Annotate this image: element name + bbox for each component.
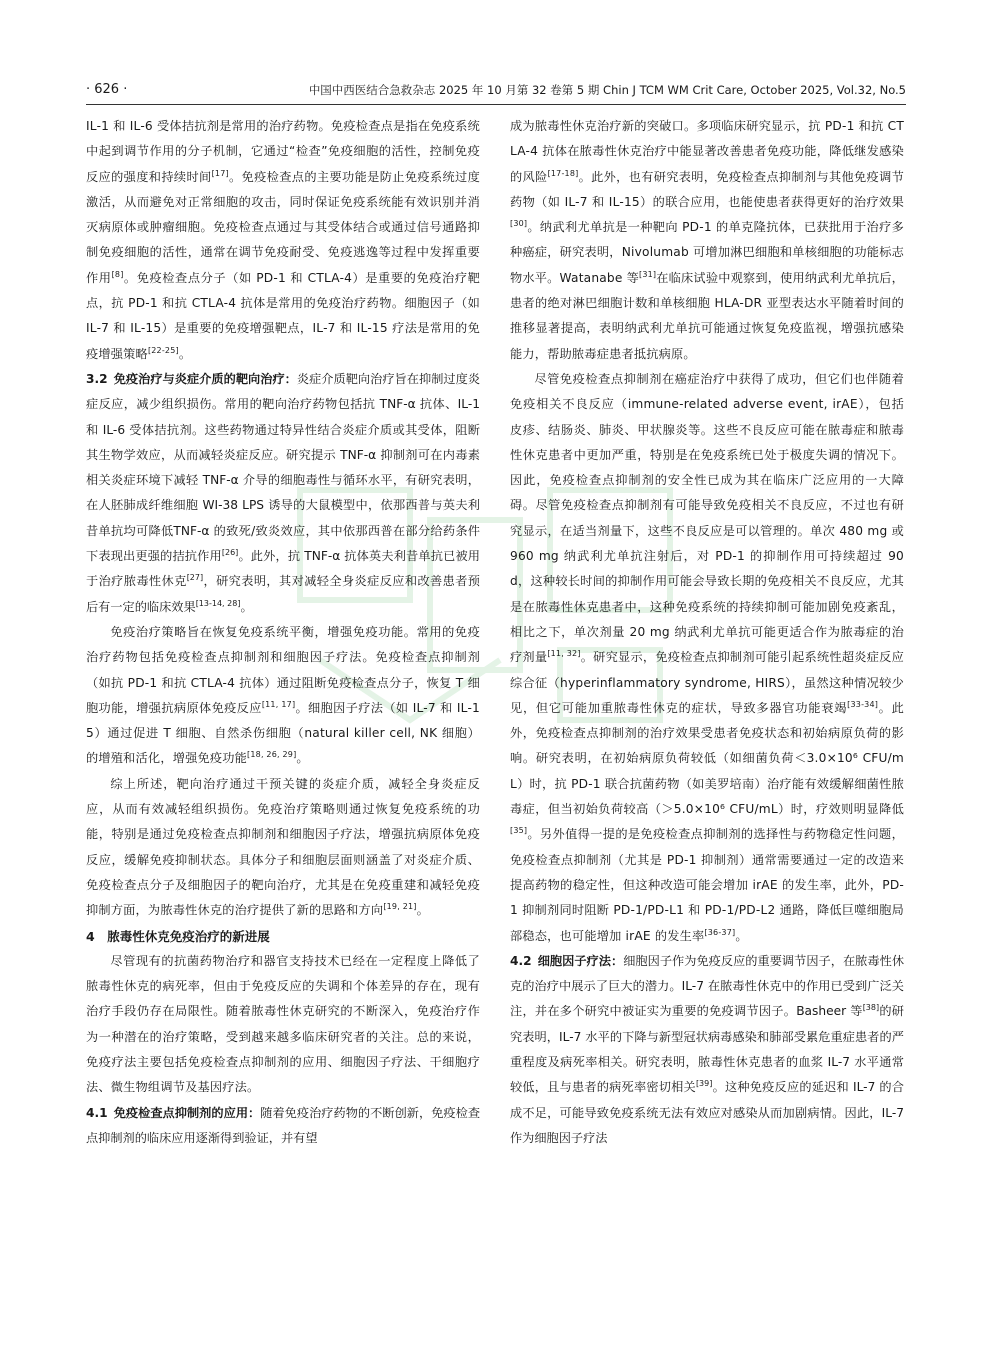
citation: [17] (211, 168, 229, 178)
citation: [8] (111, 269, 124, 279)
section-heading: 免疫检查点抑制剂的应用： (113, 1105, 261, 1120)
citation: [35] (510, 826, 528, 836)
header-rule (86, 104, 906, 105)
paragraph-immune-checkpoint-intro: IL-1 和 IL-6 受体拮抗剂是常用的治疗药物。免疫检查点是指在免疫系统中起到调节作用的分子机制，它通过“检查”免疫细胞的活性，控制免疫反应的强度和持续时间[17]。免疫检查点的主要功能是防止免疫系统过度激活，从而避免对正常细胞的攻击，同时保证免疫系统能有效识别并消灭病原体或肿瘤细胞。免疫检查点通过与其受体结合或通过信号通路抑制免疫细胞的活性，通常在调节免疫耐受、免疫逃逸等过程中发挥重要作用[8]。免疫检查点分子（如 PD-1 和 CTLA-4）是重要的免疫治疗靶点，抗 PD-1 和抗 CTLA-4 抗体是常用的免疫治疗药物。细胞因子（如 IL-7 和 IL-15）是重要的免疫增强靶点，IL-7 和 IL-15 疗法是常用的免疫增强策略[22-25]。 (86, 119, 480, 361)
citation: [17-18] (547, 168, 579, 178)
paragraph-section-4-intro: 尽管现有的抗菌药物治疗和器官支持技术已经在一定程度上降低了脓毒性休克的病死率，但由于免疫反应的失调和个体差异的存在，现有治疗手段仍存在局限性。随着脓毒性休克研究的不断深入，免疫治疗作为一种潜在的治疗策略，受到越来越多临床研究者的关注。总的来说，免疫疗法主要包括免疫检查点抑制剂的应用、细胞因子疗法、干细胞疗法、微生物组调节及基因疗法。 (86, 953, 480, 1095)
citation: [22-25] (147, 345, 179, 355)
paragraph-irae: 尽管免疫检查点抑制剂在癌症治疗中获得了成功，但它们也伴随着免疫相关不良反应（immune-related adverse event, irAE），包括皮疹、结肠炎、肺炎、甲状腺炎等。这些不良反应可能在脓毒症和脓毒性休克患者中更加严重，特别是在免疫系统已处于极度失调的情况下。因此，免疫检查点抑制剂的安全性已成为其在临床广泛应用的一大障碍。尽管免疫检查点抑制剂有可能导致免疫相关不良反应，不过也有研究显示，在适当剂量下，这些不良反应是可以管理的。单次 480 mg 或 960 mg 纳武利尤单抗注射后，对 PD-1 的抑制作用可持续超过 90 d，这种较长时间的抑制作用可能会导致长期的免疫相关不良反应，尤其是在脓毒性休克患者中，这种免疫系统的持续抑制可能加剧免疫紊乱，相比之下，单次剂量 20 mg 纳武利尤单抗可能更适合作为脓毒症的治疗剂量[11, 32]。研究显示，免疫检查点抑制剂可能引起系统性超炎症反应综合征（hyperinflammatory syndrome, HIRS），虽然这种情况较少见，但它可能加重脓毒性休克的症状，导致多器官功能衰竭[33-34]。此外，免疫检查点抑制剂的治疗效果受患者免疫状态和初始病原负荷的影响。研究表明，在初始病原负荷较低（如细菌负荷＜3.0×10⁶ CFU/mL）时，抗 PD-1 联合抗菌药物（如美罗培南）治疗能有效缓解细菌性脓毒症，但当初始负荷较高（＞5.0×10⁶ CFU/mL）时，疗效则明显降低[35]。另外值得一提的是免疫检查点抑制剂的选择性与药物稳定性问题，免疫检查点抑制剂（尤其是 PD-1 抑制剂）通常需要通过一定的改造来提高药物的稳定性，但这种改造可能会增加 irAE 的发生率，此外，PD-1 抑制剂同时阻断 PD-1/PD-L1 和 PD-1/PD-L2 通路，降低巨噬细胞局部稳态，也可能增加 irAE 的发生率[36-37]。 (510, 371, 904, 943)
page-number: · 626 · (86, 82, 128, 97)
running-header (86, 80, 906, 100)
left-column (86, 114, 480, 1334)
section-3-2: 3.2 免疫治疗与炎症介质的靶向治疗：炎症介质靶向治疗旨在抑制过度炎症反应，减少组织损伤。常用的靶向治疗药物包括抗 TNF-α 抗体、IL-1 和 IL-6 受体拮抗剂。这些药物通过特异性结合炎症介质或其受体，阻断其生物学效应，从而减轻炎症反应。研究提示 TNF-α 抑制剂可在内毒素相关炎症环境下减轻 TNF-α 介导的细胞毒性与循环水平，有研究表明，在人胚肺成纤维细胞 WI-38 LPS 诱导的大鼠模型中，依那西普与英夫利昔单抗均可降低TNF-α 的致死/致炎效应，其中依那西普在部分给药条件下表现出更强的拮抗作用[26]。此外，抗 TNF-α 抗体英夫利昔单抗已被用于治疗脓毒性休克[27]，研究表明，其对减轻全身炎症反应和改善患者预后有一定的临床效果[13-14, 28]。 (86, 371, 480, 614)
citation: [13-14, 28] (195, 598, 241, 608)
journal-citation: 中国中西医结合急救杂志 2025 年 10 月第 32 卷第 5 期 Chin J TCM WM Crit Care, October 2025, Vol.32, No.5 (308, 83, 906, 97)
section-number: 4.2 (510, 953, 532, 968)
citation: [11, 32] (547, 649, 581, 659)
section-number: 4.1 (86, 1105, 108, 1120)
right-column (510, 114, 904, 1334)
paragraph-immunotherapy-strategy: 免疫治疗策略旨在恢复免疫系统平衡，增强免疫功能。常用的免疫治疗药物包括免疫检查点抑制剂和细胞因子疗法。免疫检查点抑制剂（如抗 PD-1 和抗 CTLA-4 抗体）通过阻断免疫检查点分子，恢复 T 细胞功能，增强抗病原体免疫反应[11, 17]。细胞因子疗法（如 IL-7 和 IL-15）通过促进 T 细胞、自然杀伤细胞（natural killer cell, NK 细胞）的增殖和活化，增强免疫功能[18, 26, 29]。 (86, 624, 480, 766)
section-heading: 细胞因子疗法： (537, 953, 624, 968)
citation: [33-34] (847, 699, 879, 709)
section-4-heading: 4 脓毒性休克免疫治疗的新进展 (86, 928, 270, 944)
citation: [38] (862, 1003, 880, 1013)
citation: [18, 26, 29] (247, 750, 297, 760)
citation: [19, 21] (383, 902, 417, 912)
paragraph-nivolumab: 成为脓毒性休克治疗新的突破口。多项临床研究显示，抗 PD-1 和抗 CTLA-4 抗体在脓毒性休克治疗中能显著改善患者免疫功能，降低继发感染的风险[17-18]。此外，也有研究表明，免疫检查点抑制剂与其他免疫调节药物（如 IL-7 和 IL-15）的联合应用，也能使患者获得更好的治疗效果[30]。纳武利尤单抗是一种靶向 PD-1 的单克隆抗体，已获批用于治疗多种癌症，研究表明，Nivolumab 可增加淋巴细胞和单核细胞的功能标志物水平。Watanabe 等[31]在临床试验中观察到，使用纳武利尤单抗后，患者的绝对淋巴细胞计数和单核细胞 HLA-DR 亚型表达水平随着时间的推移显著提高，表明纳武利尤单抗可能通过恢复免疫监视，增强抗感染能力，帮助脓毒症患者抵抗病原。 (510, 119, 904, 361)
section-4-2: 4.2 细胞因子疗法：细胞因子作为免疫反应的重要调节因子，在脓毒性休克的治疗中展示了巨大的潜力。IL-7 在脓毒性休克中的作用已受到广泛关注，并在多个研究中被证实为重要的免疫调节因子。Basheer 等[38]的研究表明，IL-7 水平的下降与新型冠状病毒感染和肺部受累危重症患者的严重程度及病死率相关。研究表明，脓毒性休克患者的血浆 IL-7 水平通常较低，且与患者的病死率密切相关[39]。这种免疫反应的延迟和 IL-7 的合成不足，可能导致免疫系统无法有效应对感染从而加剧病情。因此，IL-7 作为细胞因子疗法 (510, 953, 904, 1145)
paragraph-summary: 综上所述，靶向治疗通过干预关键的炎症介质，减轻全身炎症反应，从而有效减轻组织损伤。免疫治疗策略则通过恢复免疫系统的功能，特别是通过免疫检查点抑制剂和细胞因子疗法，增强抗病原体免疫反应，缓解免疫抑制状态。具体分子和细胞层面则涵盖了对炎症介质、免疫检查点分子及细胞因子的靶向治疗，尤其是在免疫重建和减轻免疫抑制方面，为脓毒性休克的治疗提供了新的思路和方向[19, 21]。 (86, 776, 480, 918)
section-4-1: 4.1 免疫检查点抑制剂的应用：随着免疫治疗药物的不断创新，免疫检查点抑制剂的临床应用逐渐得到验证，并有望 (86, 1105, 480, 1145)
citation: [31] (639, 269, 657, 279)
citation: [30] (510, 219, 528, 229)
section-heading: 免疫治疗与炎症介质的靶向治疗： (113, 371, 297, 386)
citation: [26] (221, 547, 239, 557)
citation: [36-37] (704, 927, 736, 937)
citation: [27] (186, 573, 204, 583)
citation: [39] (695, 1079, 713, 1089)
citation: [11, 17] (261, 699, 296, 709)
section-number: 3.2 (86, 371, 108, 386)
